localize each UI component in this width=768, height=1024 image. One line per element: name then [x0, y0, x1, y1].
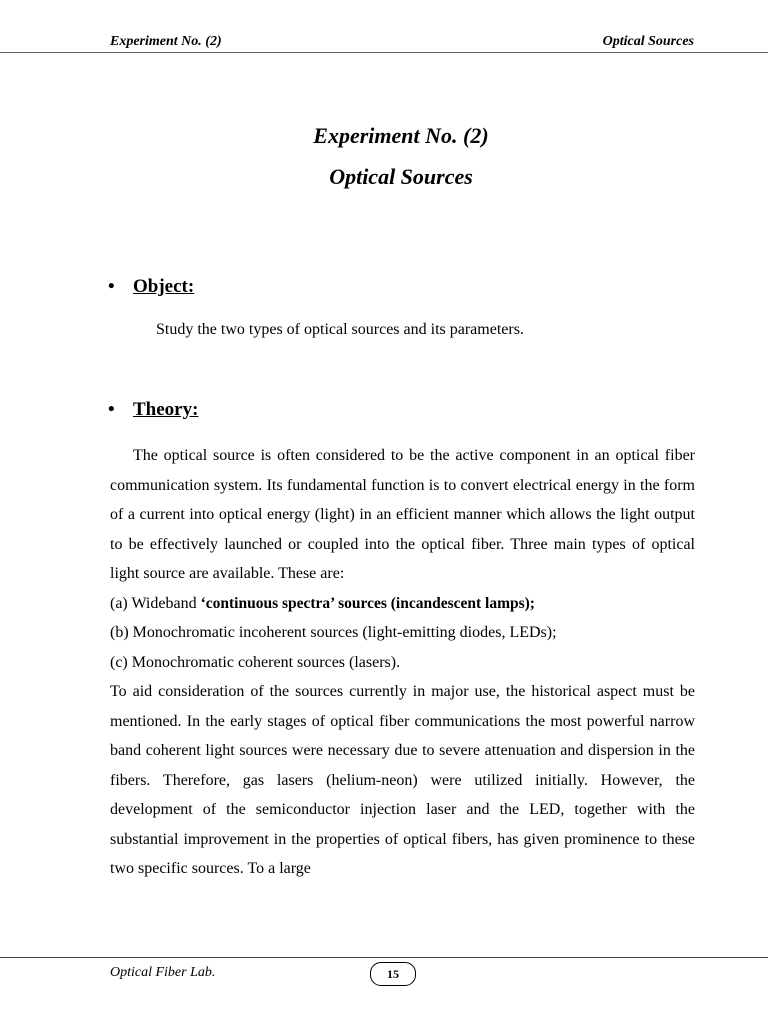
object-text: Study the two types of optical sources and its parameters. — [156, 321, 524, 338]
source-type-a-bold: ‘continuous spectra’ sources (incandescent lamps); — [200, 594, 535, 612]
running-header-right: Optical Sources — [602, 34, 694, 49]
theory-body — [110, 441, 695, 884]
page-number: 15 — [370, 962, 416, 986]
page-title: Experiment No. (2) — [313, 123, 489, 148]
source-type-a-prefix: (a) Wideband — [110, 594, 201, 612]
running-header-left: Experiment No. (2) — [110, 34, 222, 49]
source-type-b: (b) Monochromatic incoherent sources (light-emitting diodes, LEDs); — [110, 624, 557, 641]
theory-paragraph-1: The optical source is often considered to be the active component in an optical fiber communication system. Its fundamental function is to convert electrical energy in the form of a current into optical energy (light) in an efficient manner which allows the light output to be effectively launched or coupled into the optical fiber. Three main types of optical light source are available. These are: — [110, 447, 695, 582]
theory-heading — [108, 399, 198, 421]
page-subtitle: Optical Sources — [329, 164, 473, 189]
running-footer-left: Optical Fiber Lab. — [110, 965, 216, 980]
bullet-icon: • — [108, 399, 115, 420]
source-type-a — [110, 589, 695, 619]
bullet-icon: • — [108, 276, 115, 297]
header-divider — [0, 52, 768, 53]
theory-heading-label: Theory: — [133, 399, 199, 420]
object-heading-label: Object: — [133, 276, 195, 297]
object-heading — [108, 276, 194, 298]
theory-paragraph-2: To aid consideration of the sources currently in major use, the historical aspect must be mentioned. In the early stages of optical fiber communications the most powerful narrow band coherent light sources were necessary due to severe attenuation and dispersion in the fibers. Therefore, gas lasers (helium-neon) were utilized initially. However, the development of the semiconductor injection laser and the LED, together with the substantial improvement in the properties of optical fibers, has given prominence to these two specific sources. To a large — [110, 683, 695, 877]
footer-divider — [0, 957, 768, 958]
source-type-c: (c) Monochromatic coherent sources (lasers). — [110, 653, 401, 671]
